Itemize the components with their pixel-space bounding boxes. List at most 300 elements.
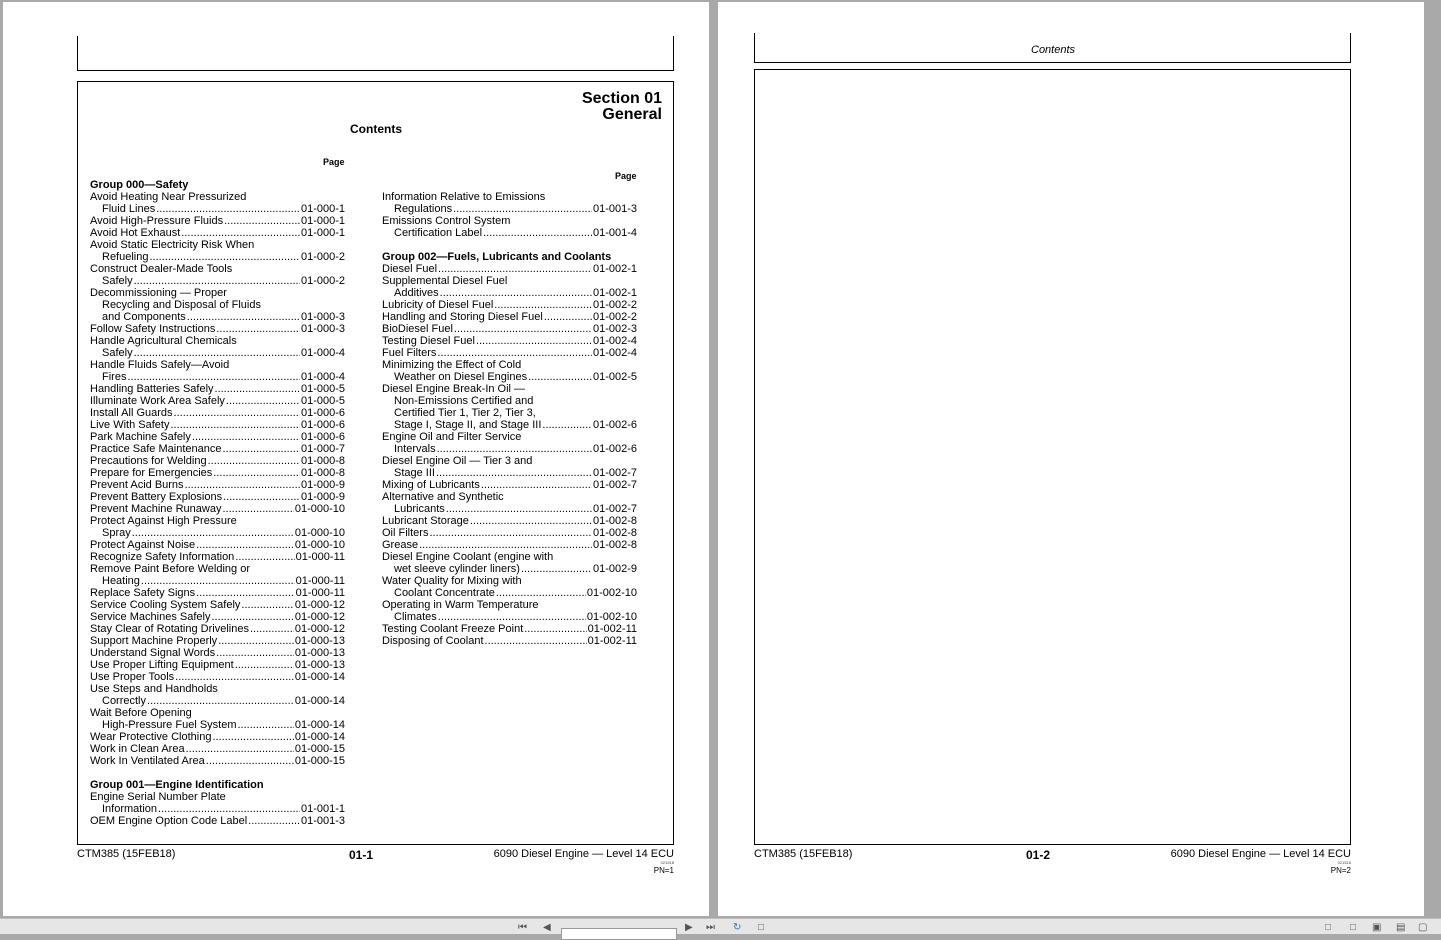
toc-entry[interactable] — [90, 731, 345, 743]
toc-entry-page: 01-000-10 — [294, 503, 345, 515]
toc-entry[interactable] — [90, 623, 345, 635]
toc-entry-title: Prevent Acid Burns — [90, 479, 184, 491]
toc-entry-title: Regulations — [394, 203, 453, 215]
dot-leader — [419, 539, 592, 551]
left-page-header: Page — [323, 157, 345, 167]
dot-leader — [528, 371, 592, 383]
toc-entry-page: 01-000-3 — [300, 311, 345, 323]
toc-entry[interactable] — [90, 647, 345, 659]
dot-leader — [223, 491, 300, 503]
toc-entry-title: Prevent Battery Explosions — [90, 491, 223, 503]
dot-leader — [141, 575, 295, 587]
toc-entry[interactable] — [90, 695, 345, 707]
toc-entry[interactable] — [382, 515, 637, 527]
dot-leader — [212, 731, 293, 743]
dot-leader — [429, 527, 592, 539]
toc-entry[interactable] — [90, 215, 345, 227]
dot-leader — [436, 467, 592, 479]
toc-entry[interactable] — [382, 467, 637, 479]
toc-entry[interactable] — [382, 563, 637, 575]
toc-entry-title: Support Machine Properly — [90, 635, 218, 647]
toc-entry[interactable] — [382, 635, 637, 647]
toc-entry-title: Testing Coolant Freeze Point — [382, 623, 524, 635]
footer-code: 021518 — [1337, 860, 1351, 865]
toc-entry-page: 01-002-6 — [592, 443, 637, 455]
toc-entry-page: 01-000-13 — [294, 647, 345, 659]
top-frame — [77, 36, 674, 71]
toc-entry-title: Illuminate Work Area Safely — [90, 395, 225, 407]
toc-entry-title: Mixing of Lubricants — [382, 479, 480, 491]
toc-entry-page: 01-000-11 — [295, 575, 345, 587]
spacer — [382, 239, 637, 251]
toc-entry-page: 01-002-2 — [592, 299, 637, 311]
toc-entry-title: Park Machine Safely — [90, 431, 191, 443]
dot-leader — [483, 227, 592, 239]
dot-leader — [222, 443, 299, 455]
toc-entry[interactable] — [382, 443, 637, 455]
toc-entry[interactable] — [90, 539, 345, 551]
toc-entry-title: Practice Safe Maintenance — [90, 443, 222, 455]
dot-leader — [196, 539, 294, 551]
toc-entry-page: 01-000-14 — [294, 719, 345, 731]
first-page-icon[interactable]: ⏮ — [518, 922, 527, 933]
toc-entry-page: 01-000-1 — [300, 203, 345, 215]
toc-entry-title: wet sleeve cylinder liners) — [394, 563, 520, 575]
toc-entry[interactable] — [90, 455, 345, 467]
dot-leader — [437, 347, 592, 359]
dot-leader — [175, 671, 294, 683]
toc-entry-title: Coolant Concentrate — [394, 587, 495, 599]
toc-entry-page: 01-002-7 — [592, 503, 637, 515]
dot-leader — [213, 467, 300, 479]
toc-entry-title: Recognize Safety Information — [90, 551, 235, 563]
toc-entry[interactable] — [90, 671, 345, 683]
dot-leader — [453, 203, 592, 215]
single-page-icon[interactable]: □ — [1325, 922, 1332, 933]
toc-title-line: Emissions Control System — [382, 215, 511, 227]
toc-entry-page: 01-002-3 — [592, 323, 637, 335]
toc-entry-page: 01-000-15 — [294, 755, 345, 767]
toc-entry[interactable] — [90, 491, 345, 503]
dot-leader — [134, 275, 300, 287]
group-heading: Group 000—Safety — [90, 179, 189, 191]
toc-entry[interactable] — [382, 203, 637, 215]
dot-leader — [174, 407, 300, 419]
toc-title-line: Alternative and Synthetic — [382, 491, 504, 503]
dot-leader — [446, 503, 592, 515]
toc-entry-page: 01-002-6 — [592, 419, 637, 431]
toc-entry-page: 01-002-9 — [592, 563, 637, 575]
toc-title-line: Engine Serial Number Plate — [90, 791, 226, 803]
toc-entry-page: 01-000-4 — [300, 347, 345, 359]
toc-title-line: Recycling and Disposal of Fluids — [102, 299, 261, 311]
toc-title-line: Protect Against High Pressure — [90, 515, 237, 527]
toc-title-line: Wait Before Opening — [90, 707, 192, 719]
toc-entry[interactable] — [90, 383, 345, 395]
dot-leader — [196, 587, 294, 599]
dot-leader — [542, 419, 592, 431]
toc-entry-title: Follow Safety Instructions — [90, 323, 216, 335]
footer-doc-id: CTM385 (15FEB18) — [754, 848, 853, 860]
toc-entry-title: Oil Filters — [382, 527, 429, 539]
two-page-icon[interactable]: ▣ — [1372, 922, 1382, 933]
toc-entry[interactable] — [382, 263, 637, 275]
toc-title-line: Certified Tier 1, Tier 2, Tier 3, — [394, 407, 536, 419]
toc-entry-page: 01-002-11 — [587, 635, 637, 647]
dot-leader — [132, 527, 294, 539]
toc-title-line: Information Relative to Emissions — [382, 191, 546, 203]
toc-entry-title: Heating — [102, 575, 140, 587]
document-page-2 — [718, 2, 1424, 916]
section-name: General — [602, 106, 662, 123]
toc-entry-title: Lubricant Storage — [382, 515, 469, 527]
toc-entry-page: 01-000-8 — [300, 455, 345, 467]
rotate-icon[interactable]: ↻ — [733, 922, 742, 933]
dot-leader — [250, 623, 294, 635]
toc-entry-title: Correctly — [102, 695, 147, 707]
toc-entry-title: Diesel Fuel — [382, 263, 438, 275]
dot-leader — [235, 551, 294, 563]
toc-title-line: Decommissioning — Proper — [90, 287, 227, 299]
toc-entry[interactable] — [90, 815, 345, 827]
toc-title-line: Handle Agricultural Chemicals — [90, 335, 237, 347]
toc-entry-page: 01-000-10 — [294, 527, 345, 539]
toc-entry-title: Intervals — [394, 443, 436, 455]
toc-entry-page: 01-002-10 — [586, 611, 637, 623]
toc-entry-title: Use Proper Tools — [90, 671, 175, 683]
toc-entry-title: Lubricity of Diesel Fuel — [382, 299, 494, 311]
toc-entry-page: 01-002-2 — [592, 311, 637, 323]
toc-entry-page: 01-000-6 — [300, 431, 345, 443]
toc-entry[interactable] — [382, 623, 637, 635]
footer-title: 6090 Diesel Engine — Level 14 ECU — [1170, 848, 1351, 860]
dot-leader — [127, 371, 300, 383]
next-page-icon[interactable]: ▶ — [685, 922, 693, 933]
dot-leader — [218, 635, 294, 647]
toc-entry-page: 01-000-2 — [300, 251, 345, 263]
toc-entry-title: Precautions for Welding — [90, 455, 207, 467]
toc-entry-title: Information — [102, 803, 158, 815]
toc-entry[interactable] — [90, 527, 345, 539]
footer-page-number: 01-2 — [1026, 848, 1051, 862]
toc-entry[interactable] — [90, 311, 345, 323]
toc-entry[interactable] — [382, 311, 637, 323]
toc-entry[interactable] — [90, 479, 345, 491]
dot-leader — [224, 215, 300, 227]
page-header: Contents — [1031, 44, 1076, 56]
toc-entry[interactable] — [90, 599, 345, 611]
toc-entry-page: 01-000-12 — [294, 599, 345, 611]
toc-title-line: Operating in Warm Temperature — [382, 599, 539, 611]
toc-entry[interactable] — [90, 371, 345, 383]
toc-entry-title: Handling and Storing Diesel Fuel — [382, 311, 543, 323]
toc-entry-page: 01-002-5 — [592, 371, 637, 383]
dot-leader — [181, 227, 300, 239]
toc-entry[interactable] — [90, 719, 345, 731]
contents-heading: Contents — [350, 122, 402, 136]
dot-leader — [185, 479, 300, 491]
toc-entry-page: 01-002-10 — [586, 587, 637, 599]
toc-entry-title: Protect Against Noise — [90, 539, 196, 551]
toc-entry-page: 01-000-6 — [300, 419, 345, 431]
group-heading: Group 002—Fuels, Lubricants and Coolants — [382, 251, 612, 263]
toc-entry[interactable] — [90, 203, 345, 215]
toc-entry[interactable] — [90, 323, 345, 335]
toc-entry-page: 01-000-4 — [300, 371, 345, 383]
toc-entry-title: Lubricants — [394, 503, 445, 515]
footer-pn: PN=2 — [1330, 866, 1351, 875]
toc-entry-page: 01-002-1 — [592, 287, 637, 299]
toc-entry-title: Avoid High-Pressure Fluids — [90, 215, 224, 227]
toc-entry-page: 01-002-1 — [592, 263, 637, 275]
toc-entry-title: Additives — [394, 287, 439, 299]
dot-leader — [544, 311, 592, 323]
toc-entry-page: 01-000-7 — [300, 443, 345, 455]
toc-entry-title: Live With Safety — [90, 419, 170, 431]
toc-entry-title: BioDiesel Fuel — [382, 323, 453, 335]
toc-entry[interactable] — [382, 347, 637, 359]
section-number: Section 01 — [581, 90, 662, 107]
toc-entry[interactable] — [382, 323, 637, 335]
content-frame — [77, 81, 674, 845]
toc-entry-title: Weather on Diesel Engines — [394, 371, 528, 383]
toc-entry[interactable] — [90, 275, 345, 287]
toc-entry-title: Understand Signal Words — [90, 647, 216, 659]
toc-title-line: Avoid Static Electricity Risk When — [90, 239, 255, 251]
toc-entry[interactable] — [90, 551, 345, 563]
toc-entry-title: Stage I, Stage II, and Stage III — [394, 419, 542, 431]
toc-entry-title: OEM Engine Option Code Label — [90, 815, 248, 827]
toc-entry-title: Fires — [102, 371, 127, 383]
dot-leader — [211, 611, 293, 623]
toc-title-line: Diesel Engine Coolant (engine with — [382, 551, 554, 563]
document-page-1 — [3, 2, 709, 916]
toc-left-column — [90, 179, 345, 827]
dot-leader — [170, 419, 299, 431]
toc-entry[interactable] — [90, 431, 345, 443]
toc-entry[interactable] — [90, 587, 345, 599]
toc-title-line: Water Quality for Mixing with — [382, 575, 522, 587]
toc-entry-title: and Components — [102, 311, 186, 323]
toc-entry[interactable] — [382, 611, 637, 623]
dot-leader — [208, 455, 300, 467]
dot-leader — [470, 515, 592, 527]
toc-entry-page: 01-002-7 — [592, 479, 637, 491]
dot-leader — [438, 611, 586, 623]
toc-entry-title: Certification Label — [394, 227, 483, 239]
toc-entry-title: Fuel Filters — [382, 347, 437, 359]
right-page-header: Page — [615, 171, 637, 181]
toc-entry-title: Safely — [102, 275, 133, 287]
dot-leader — [241, 599, 293, 611]
dot-leader — [147, 695, 294, 707]
toc-title-line: Construct Dealer-Made Tools — [90, 263, 233, 275]
toc-title-line: Remove Paint Before Welding or — [90, 563, 250, 575]
toc-entry-page: 01-000-9 — [300, 491, 345, 503]
dot-leader — [235, 659, 294, 671]
toc-entry[interactable] — [90, 503, 345, 515]
toc-entry-page: 01-002-11 — [587, 623, 637, 635]
toc-entry-title: Stay Clear of Rotating Drivelines — [90, 623, 249, 635]
toc-entry[interactable] — [90, 251, 345, 263]
dot-leader — [226, 395, 300, 407]
viewer-toolbar — [0, 918, 1441, 934]
toc-entry-page: 01-002-8 — [592, 515, 637, 527]
toc-entry-page: 01-001-3 — [592, 203, 637, 215]
toc-entry-title: Spray — [102, 527, 131, 539]
toc-entry-title: Replace Safety Signs — [90, 587, 196, 599]
toc-title-line: Minimizing the Effect of Cold — [382, 359, 522, 371]
toc-title-line: Supplemental Diesel Fuel — [382, 275, 508, 287]
dot-leader — [149, 251, 299, 263]
toc-entry[interactable] — [90, 743, 345, 755]
toc-entry[interactable] — [90, 467, 345, 479]
footer-title: 6090 Diesel Engine — Level 14 ECU — [493, 848, 674, 860]
toc-entry-page: 01-001-4 — [592, 227, 637, 239]
toc-entry-title: Disposing of Coolant — [382, 635, 484, 647]
toc-entry-title: Use Proper Lifting Equipment — [90, 659, 234, 671]
toc-entry[interactable] — [382, 287, 637, 299]
toc-entry-page: 01-000-5 — [300, 395, 345, 407]
dot-leader — [494, 299, 592, 311]
toc-entry[interactable] — [382, 479, 637, 491]
dot-leader — [206, 755, 294, 767]
toc-entry-title: Grease — [382, 539, 419, 551]
footer-pn: PN=1 — [653, 866, 674, 875]
toc-title-line: Avoid Heating Near Pressurized — [90, 191, 247, 203]
toc-entry-page: 01-002-7 — [592, 467, 637, 479]
dot-leader — [158, 803, 300, 815]
toc-entry[interactable] — [90, 755, 345, 767]
toc-entry[interactable] — [90, 419, 345, 431]
toc-entry-page: 01-000-14 — [294, 671, 345, 683]
prev-page-icon[interactable]: ◀ — [543, 922, 551, 933]
toc-entry[interactable] — [90, 575, 345, 587]
toc-entry-page: 01-000-6 — [300, 407, 345, 419]
dot-leader — [481, 479, 592, 491]
toc-entry[interactable] — [382, 527, 637, 539]
toc-entry[interactable] — [382, 335, 637, 347]
toc-entry[interactable] — [90, 407, 345, 419]
toc-entry-page: 01-001-1 — [300, 803, 345, 815]
toc-title-line: Engine Oil and Filter Service — [382, 431, 522, 443]
content-frame — [754, 69, 1351, 845]
toc-entry-page: 01-001-3 — [300, 815, 345, 827]
toc-entry-title: Avoid Hot Exhaust — [90, 227, 181, 239]
toc-entry-page: 01-002-4 — [592, 347, 637, 359]
toc-entry-page: 01-000-9 — [300, 479, 345, 491]
toc-entry-page: 01-000-11 — [295, 551, 345, 563]
dot-leader — [156, 203, 300, 215]
group-heading: Group 001—Engine Identification — [90, 779, 264, 791]
toc-entry-page: 01-000-1 — [300, 215, 345, 227]
toc-entry-title: Service Machines Safely — [90, 611, 211, 623]
toc-entry[interactable] — [382, 503, 637, 515]
page-number-input[interactable] — [561, 928, 677, 940]
footer-code: 021518 — [660, 860, 674, 865]
toc-entry-page: 01-000-12 — [294, 611, 345, 623]
toc-entry[interactable] — [90, 659, 345, 671]
dot-leader — [485, 635, 587, 647]
toc-entry-title: Fluid Lines — [102, 203, 156, 215]
dot-leader — [476, 335, 592, 347]
toc-entry[interactable] — [90, 395, 345, 407]
toc-entry-page: 01-000-13 — [294, 635, 345, 647]
toc-entry-page: 01-000-11 — [295, 587, 345, 599]
toc-entry[interactable] — [90, 635, 345, 647]
toc-entry-page: 01-002-8 — [592, 539, 637, 551]
toc-entry-title: Work In Ventilated Area — [90, 755, 205, 767]
dot-leader — [216, 647, 294, 659]
toc-entry[interactable] — [90, 611, 345, 623]
toc-entry[interactable] — [90, 803, 345, 815]
toc-entry-page: 01-000-15 — [294, 743, 345, 755]
toc-entry-page: 01-002-8 — [592, 527, 637, 539]
dot-leader — [238, 719, 294, 731]
toc-entry[interactable] — [90, 443, 345, 455]
dot-leader — [437, 443, 592, 455]
toc-entry-title: Wear Protective Clothing — [90, 731, 212, 743]
toc-entry-title: Safely — [102, 347, 133, 359]
toc-entry-page: 01-000-8 — [300, 467, 345, 479]
two-page-continuous-icon[interactable]: ▤ — [1396, 922, 1406, 933]
continuous-icon[interactable]: □ — [1350, 922, 1357, 933]
toc-entry-title: Testing Diesel Fuel — [382, 335, 475, 347]
toc-title-line: Diesel Engine Break-In Oil — — [382, 383, 526, 395]
dot-leader — [186, 743, 294, 755]
toc-title-line: Diesel Engine Oil — Tier 3 and — [382, 455, 533, 467]
last-page-icon[interactable]: ⏭ — [706, 922, 715, 933]
top-frame — [754, 33, 1351, 63]
dot-leader — [454, 323, 592, 335]
toc-entry-title: Climates — [394, 611, 437, 623]
dot-leader — [496, 587, 586, 599]
toc-entry-page: 01-000-12 — [294, 623, 345, 635]
toc-entry-page: 01-000-3 — [300, 323, 345, 335]
toc-entry-title: Work in Clean Area — [90, 743, 185, 755]
dot-leader — [192, 431, 300, 443]
footer-doc-id: CTM385 (15FEB18) — [77, 848, 176, 860]
dot-leader — [248, 815, 300, 827]
toc-entry-page: 01-002-4 — [592, 335, 637, 347]
toc-title-line: Handle Fluids Safely—Avoid — [90, 359, 230, 371]
dot-leader — [134, 347, 300, 359]
toc-entry-title: Service Cooling System Safely — [90, 599, 241, 611]
fullscreen-icon[interactable]: ▢ — [1418, 922, 1428, 933]
toc-entry-title: Prepare for Emergencies — [90, 467, 213, 479]
toc-entry[interactable] — [382, 419, 637, 431]
dot-leader — [438, 263, 592, 275]
toc-right-column — [382, 191, 637, 647]
toc-entry-page: 01-000-14 — [294, 695, 345, 707]
toc-title-line: Non-Emissions Certified and — [394, 395, 534, 407]
toc-entry[interactable] — [382, 539, 637, 551]
dot-leader — [524, 623, 586, 635]
toc-entry-page: 01-000-10 — [294, 539, 345, 551]
toc-entry[interactable] — [382, 587, 637, 599]
toc-entry-page: 01-000-2 — [300, 275, 345, 287]
toc-entry[interactable] — [382, 371, 637, 383]
fit-page-icon[interactable]: □ — [758, 922, 765, 933]
toc-entry[interactable] — [90, 347, 345, 359]
toc-entry[interactable] — [382, 227, 637, 239]
dot-leader — [216, 323, 300, 335]
toc-entry[interactable] — [90, 227, 345, 239]
toc-entry[interactable] — [382, 299, 637, 311]
toc-entry-title: High-Pressure Fuel System — [102, 719, 237, 731]
footer-page-number: 01-1 — [349, 848, 374, 862]
toc-entry-title: Handling Batteries Safely — [90, 383, 214, 395]
